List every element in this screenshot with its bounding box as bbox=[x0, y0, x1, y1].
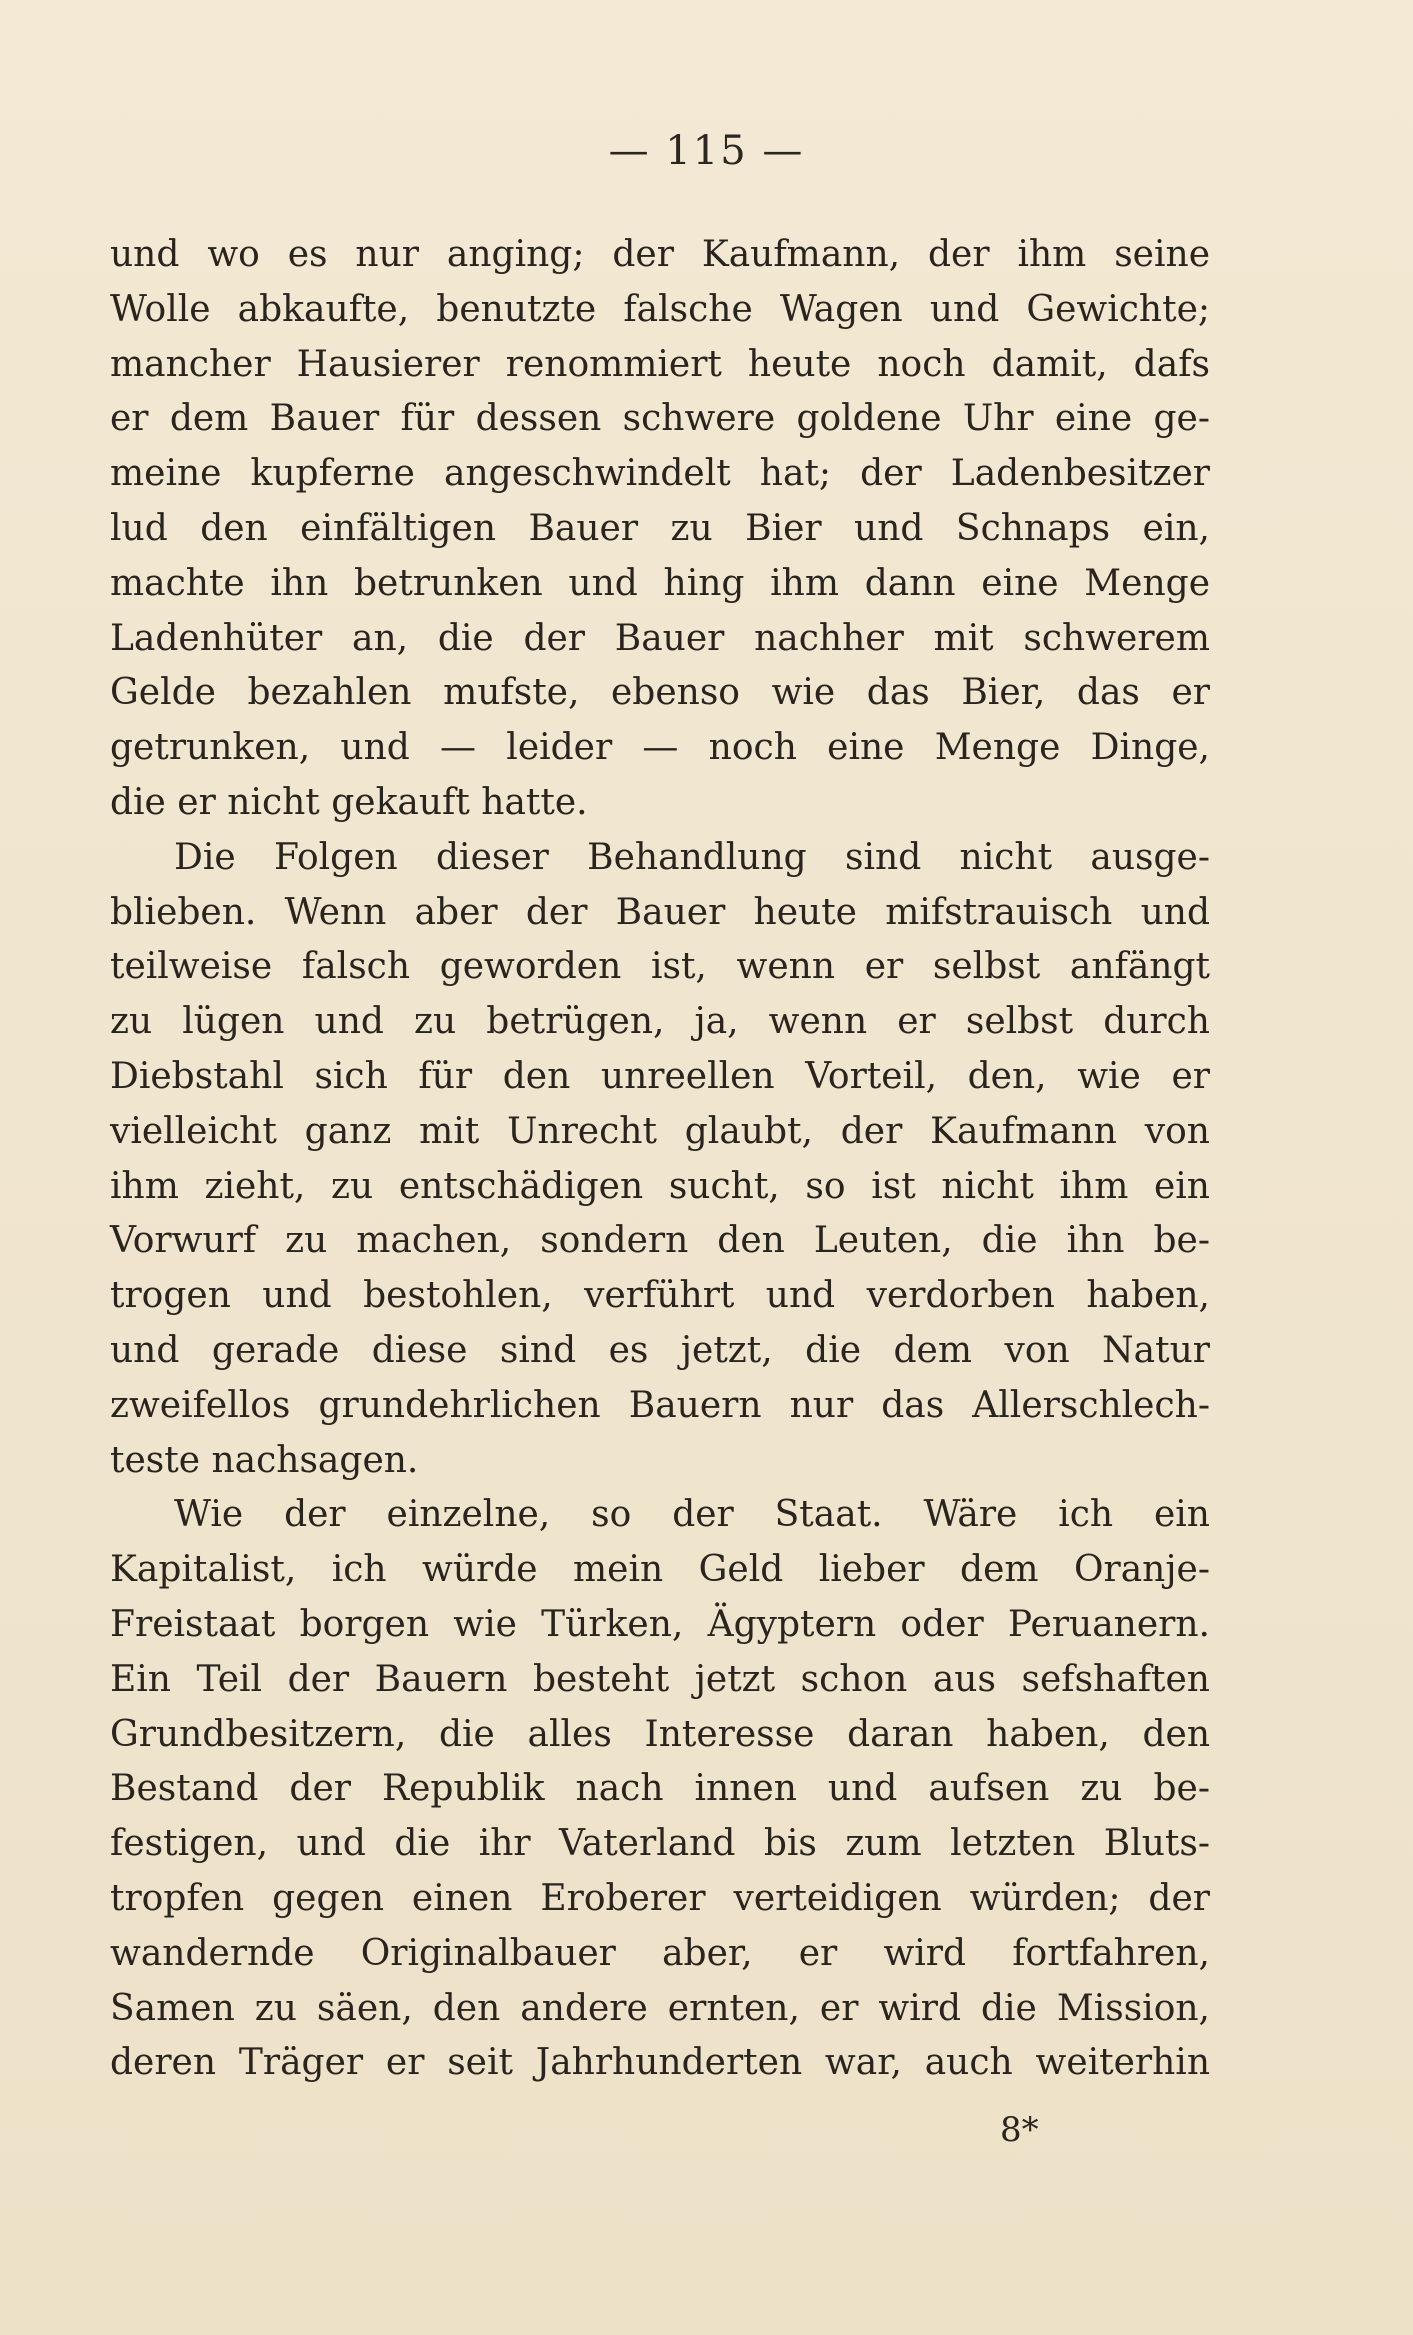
text-line: lud den einfältigen Bauer zu Bier und Schnaps ein, bbox=[110, 507, 1210, 549]
text-line: mancher Hausierer renommiert heute noch damit, dafs bbox=[110, 343, 1210, 385]
text-line: Gelde bezahlen mufste, ebenso wie das Bier, das er bbox=[110, 672, 1210, 714]
text-line: Die Folgen dieser Behandlung sind nicht ausge- bbox=[174, 836, 1210, 878]
text-line: Vorwurf zu machen, sondern den Leuten, die ihn be- bbox=[110, 1220, 1210, 1262]
body-text bbox=[110, 228, 1210, 2091]
text-line: Wie der einzelne, so der Staat. Wäre ich ein bbox=[174, 1494, 1210, 1536]
text-line: Freistaat borgen wie Türken, Ägyptern oder Peruanern. bbox=[110, 1603, 1210, 1645]
text-line: trogen und bestohlen, verführt und verdorben haben, bbox=[110, 1275, 1210, 1317]
text-line: festigen, und die ihr Vaterland bis zum letzten Bluts- bbox=[110, 1823, 1210, 1865]
text-line: Wolle abkaufte, benutzte falsche Wagen und Gewichte; bbox=[110, 288, 1210, 330]
text-line: getrunken, und — leider — noch eine Menge Dinge, bbox=[110, 727, 1210, 769]
text-line: und wo es nur anging; der Kaufmann, der ihm seine bbox=[110, 234, 1210, 275]
text-line: Ladenhüter an, die der Bauer nachher mit schwerem bbox=[110, 617, 1210, 659]
text-line: Grundbesitzern, die alles Interesse daran haben, den bbox=[110, 1713, 1210, 1755]
text-line: Kapitalist, ich würde mein Geld lieber dem Oranje- bbox=[110, 1549, 1210, 1591]
text-line: Ein Teil der Bauern besteht jetzt schon aus sefshaften bbox=[110, 1658, 1210, 1700]
text-line: machte ihn betrunken und hing ihm dann eine Menge bbox=[110, 562, 1210, 604]
text-line: tropfen gegen einen Eroberer verteidigen würden; der bbox=[110, 1877, 1210, 1919]
page-number: — 115 — bbox=[608, 128, 805, 174]
text-line: meine kupferne angeschwindelt hat; der Ladenbesitzer bbox=[110, 453, 1210, 495]
text-line: er dem Bauer für dessen schwere goldene Uhr eine ge- bbox=[110, 398, 1210, 440]
text-line: teilweise falsch geworden ist, wenn er selbst anfängt bbox=[110, 946, 1210, 988]
text-line: vielleicht ganz mit Unrecht glaubt, der Kaufmann von bbox=[110, 1110, 1210, 1152]
text-line: zu lügen und zu betrügen, ja, wenn er selbst durch bbox=[110, 1001, 1210, 1043]
text-line: wandernde Originalbauer aber, er wird fortfahren, bbox=[110, 1932, 1210, 1974]
text-line: blieben. Wenn aber der Bauer heute mifstrauisch und bbox=[110, 891, 1210, 933]
text-line: Bestand der Republik nach innen und aufsen zu be- bbox=[110, 1768, 1210, 1810]
text-line: ihm zieht, zu entschädigen sucht, so ist nicht ihm ein bbox=[110, 1165, 1210, 1207]
text-line: zweifellos grundehrlichen Bauern nur das Allerschlech- bbox=[110, 1384, 1210, 1426]
text-line: deren Träger er seit Jahrhunderten war, auch weiterhin bbox=[110, 2042, 1210, 2084]
text-line: Diebstahl sich für den unreellen Vorteil, den, wie er bbox=[110, 1055, 1210, 1097]
text-line: teste nachsagen. bbox=[110, 1439, 419, 1481]
text-line: Samen zu säen, den andere ernten, er wird die Mission, bbox=[110, 1987, 1210, 2029]
signature-mark: 8* bbox=[1000, 2110, 1039, 2150]
text-line: die er nicht gekauft hatte. bbox=[110, 781, 588, 823]
text-line: und gerade diese sind es jetzt, die dem von Natur bbox=[110, 1329, 1210, 1371]
